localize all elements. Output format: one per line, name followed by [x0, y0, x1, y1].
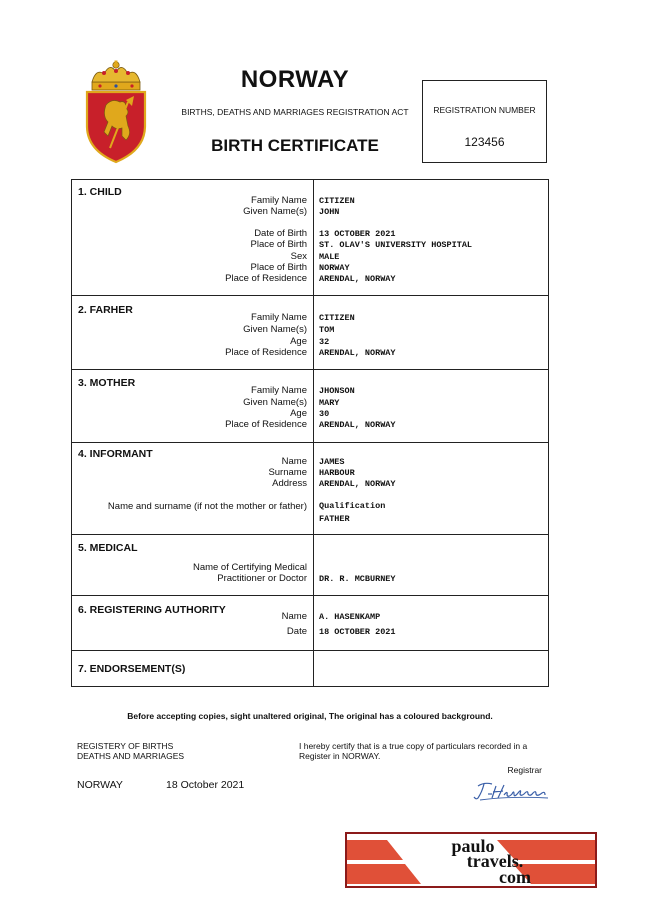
footer-date: 18 October 2021	[166, 779, 245, 791]
row-divider	[71, 295, 549, 296]
row-divider	[71, 442, 549, 443]
medical-certifier-label-2: Practitioner or Doctor	[217, 573, 307, 584]
child-pob: ST. OLAV'S UNIVERSITY HOSPITAL	[319, 240, 473, 250]
logo-text-1: paulo	[451, 836, 495, 856]
certificate-title: BIRTH CERTIFICATE	[211, 136, 379, 155]
mother-family-name-label: Family Name	[251, 385, 307, 396]
father-age-label: Age	[290, 336, 307, 347]
registration-act: BIRTHS, DEATHS AND MARRIAGES REGISTRATION ACT	[181, 107, 409, 117]
informant-name: JAMES	[319, 457, 345, 467]
authority-date-label: Date	[286, 626, 307, 637]
child-residence-label: Place of Residence	[225, 273, 307, 284]
informant-relation-label: Name and surname (if not the mother or father)	[107, 501, 307, 512]
authority-date: 18 OCTOBER 2021	[319, 627, 396, 637]
authority-name-label: Name	[281, 611, 307, 622]
certify-line-2: Register in NORWAY.	[299, 751, 381, 761]
footer-country: NORWAY	[77, 779, 123, 791]
section-child-title: 1. CHILD	[78, 186, 122, 198]
certification-text	[299, 741, 549, 761]
original-notice: Before accepting copies, sight unaltered original, The original has a coloured background.	[127, 711, 493, 721]
informant-surname: HARBOUR	[319, 468, 355, 478]
child-family-name-label: Family Name	[251, 195, 307, 206]
row-divider	[71, 650, 549, 651]
father-given-names: TOM	[319, 325, 335, 335]
registry-line-1: REGISTERY OF BIRTHS	[77, 741, 174, 751]
father-family-name: CITIZEN	[319, 313, 355, 323]
logo-text-3: com	[499, 867, 531, 887]
country-title: NORWAY	[240, 66, 350, 93]
mother-age: 30	[319, 409, 330, 419]
child-dob: 13 OCTOBER 2021	[319, 229, 396, 239]
father-residence: ARENDAL, NORWAY	[319, 348, 396, 358]
authority-name: A. HASENKAMP	[319, 612, 381, 622]
father-residence-label: Place of Residence	[225, 347, 307, 358]
row-divider	[71, 534, 549, 535]
informant-name-label: Name	[281, 456, 307, 467]
registrar-label: Registrar	[507, 765, 542, 775]
child-pob2-label: Place of Birth	[250, 262, 307, 273]
mother-age-label: Age	[290, 408, 307, 419]
informant-qualification-label: Qualification	[319, 501, 386, 511]
section-mother-title: 3. MOTHER	[78, 377, 136, 389]
row-divider	[71, 595, 549, 596]
registration-number-label: REGISTRATION NUMBER	[433, 105, 536, 115]
informant-address: ARENDAL, NORWAY	[319, 479, 396, 489]
medical-certifier: DR. R. MCBURNEY	[319, 574, 396, 584]
registry-line-2: DEATHS AND MARRIAGES	[77, 751, 185, 761]
section-authority-title: 6. REGISTERING AUTHORITY	[78, 604, 226, 616]
informant-qualification: FATHER	[319, 514, 350, 524]
mother-residence-label: Place of Residence	[225, 419, 307, 430]
section-medical-title: 5. MEDICAL	[78, 542, 138, 554]
child-dob-label: Date of Birth	[254, 228, 307, 239]
child-given-names-label: Given Name(s)	[243, 206, 307, 217]
table-divider	[313, 179, 314, 687]
child-sex: MALE	[319, 252, 340, 262]
registrar-signature-icon	[470, 780, 555, 802]
medical-certifier-label-1: Name of Certifying Medical	[192, 562, 307, 573]
registration-box	[422, 80, 547, 163]
father-family-name-label: Family Name	[251, 312, 307, 323]
mother-residence: ARENDAL, NORWAY	[319, 420, 396, 430]
child-sex-label: Sex	[290, 251, 307, 262]
informant-surname-label: Surname	[268, 467, 307, 478]
registry-name	[77, 741, 184, 761]
paulo-travels-logo	[345, 832, 597, 888]
mother-family-name: JHONSON	[319, 386, 355, 396]
section-informant-title: 4. INFORMANT	[78, 448, 153, 460]
row-divider	[71, 369, 549, 370]
mother-given-names-label: Given Name(s)	[243, 397, 307, 408]
child-residence: ARENDAL, NORWAY	[319, 274, 396, 284]
section-endorsement-title: 7. ENDORSEMENT(S)	[78, 663, 186, 675]
section-father-title: 2. FARHER	[78, 304, 133, 316]
norway-coat-of-arms-icon	[82, 60, 150, 164]
mother-given-names: MARY	[319, 398, 340, 408]
child-given-names: JOHN	[319, 207, 340, 217]
father-given-names-label: Given Name(s)	[243, 324, 307, 335]
informant-address-label: Address	[272, 478, 307, 489]
father-age: 32	[319, 337, 330, 347]
child-pob2: NORWAY	[319, 263, 350, 273]
child-pob-label: Place of Birth	[250, 239, 307, 250]
child-family-name: CITIZEN	[319, 196, 355, 206]
registration-number: 123456	[464, 135, 505, 149]
certify-line-1: I hereby certify that is a true copy of particulars recorded in a	[299, 741, 528, 751]
logo-text-2: travels.	[466, 851, 524, 871]
